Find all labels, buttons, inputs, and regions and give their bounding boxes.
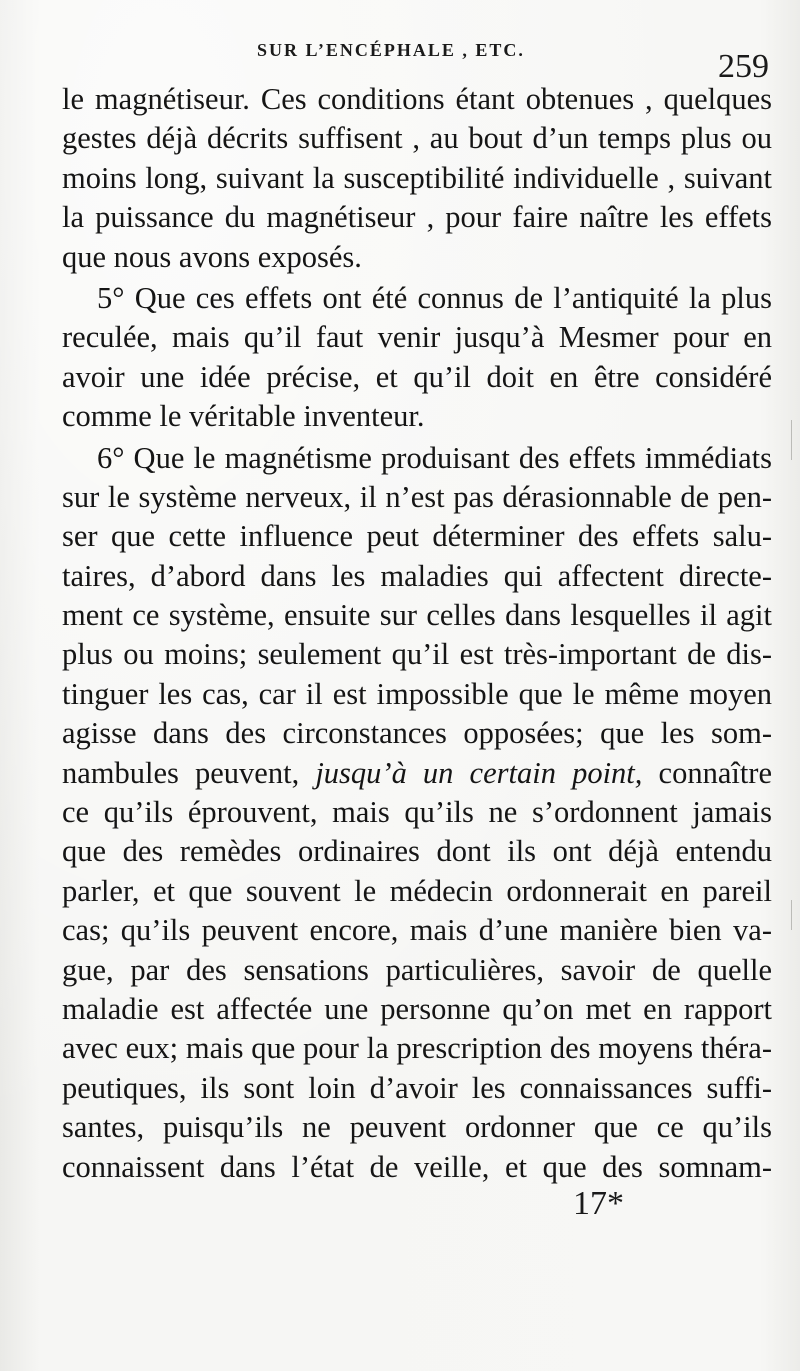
signature-mark: 17* bbox=[573, 1185, 624, 1222]
paragraph-5-line: 5° Que ces effets ont été connus de l’antiquité la plus bbox=[97, 280, 772, 315]
body-text bbox=[62, 80, 772, 1187]
text-line: ment ce système, ensuite sur celles dans lesquelles il agit bbox=[62, 598, 772, 633]
italic-phrase: jusqu’à un certain point, bbox=[315, 755, 643, 790]
paragraph-6-line: 6° Que le magnétisme produisant des effets immédiats bbox=[97, 440, 772, 475]
text-line: tinguer les cas, car il est impossible que le même moyen bbox=[62, 676, 772, 711]
text-line: taires, d’abord dans les maladies qui affectent directe- bbox=[62, 558, 772, 593]
text-line: comme le véritable inventeur. bbox=[62, 399, 425, 434]
text-line: la puissance du magnétiseur , pour faire naître les effets bbox=[62, 200, 772, 235]
text-line: avec eux; mais que pour la prescription des moyens théra- bbox=[62, 1031, 772, 1066]
text-line: sur le système nerveux, il n’est pas dérasionnable de pen- bbox=[62, 479, 772, 514]
text-line: cas; qu’ils peuvent encore, mais d’une manière bien va- bbox=[62, 913, 772, 948]
text-line: avoir une idée précise, et qu’il doit en être considéré bbox=[62, 359, 772, 394]
text-line: gestes déjà décrits suffisent , au bout d’un temps plus ou bbox=[62, 121, 772, 156]
text-line: connaissent dans l’état de veille, et que des somnam- bbox=[62, 1149, 772, 1184]
page-number: 259 bbox=[718, 48, 769, 85]
text-line: reculée, mais qu’il faut venir jusqu’à Mesmer pour en bbox=[62, 320, 772, 355]
text-line: gue, par des sensations particulières, savoir de quelle bbox=[62, 952, 772, 987]
text-line: ce qu’ils éprouvent, mais qu’ils ne s’ordonnent jamais bbox=[62, 795, 772, 830]
text-line: que nous avons exposés. bbox=[62, 239, 362, 274]
text-line: ser que cette influence peut déterminer des effets salu- bbox=[62, 519, 772, 554]
page-edge-mark bbox=[791, 900, 792, 930]
text-line: moins long, suivant la susceptibilité individuelle , suivant bbox=[62, 160, 772, 195]
running-head: SUR L’ENCÉPHALE , ETC. bbox=[257, 40, 525, 60]
text-line: peutiques, ils sont loin d’avoir les connaissances suffi- bbox=[62, 1070, 772, 1105]
text-line: maladie est affectée une personne qu’on met en rapport bbox=[62, 991, 772, 1026]
text-line: plus ou moins; seulement qu’il est très-important de dis- bbox=[62, 637, 772, 672]
text-run: connaître bbox=[642, 755, 772, 790]
text-line: parler, et que souvent le médecin ordonnerait en pareil bbox=[62, 873, 772, 908]
text-line: santes, puisqu’ils ne peuvent ordonner que ce qu’ils bbox=[62, 1110, 772, 1145]
text-run: nambules peuvent, bbox=[62, 755, 316, 790]
text-line-with-italic bbox=[62, 754, 772, 793]
page-edge-mark bbox=[791, 420, 792, 460]
text-line: que des remèdes ordinaires dont ils ont déjà entendu bbox=[62, 834, 772, 869]
text-line: agisse dans des circonstances opposées; que les som- bbox=[62, 716, 772, 751]
text-line: le magnétiseur. Ces conditions étant obtenues , quelques bbox=[62, 82, 772, 116]
